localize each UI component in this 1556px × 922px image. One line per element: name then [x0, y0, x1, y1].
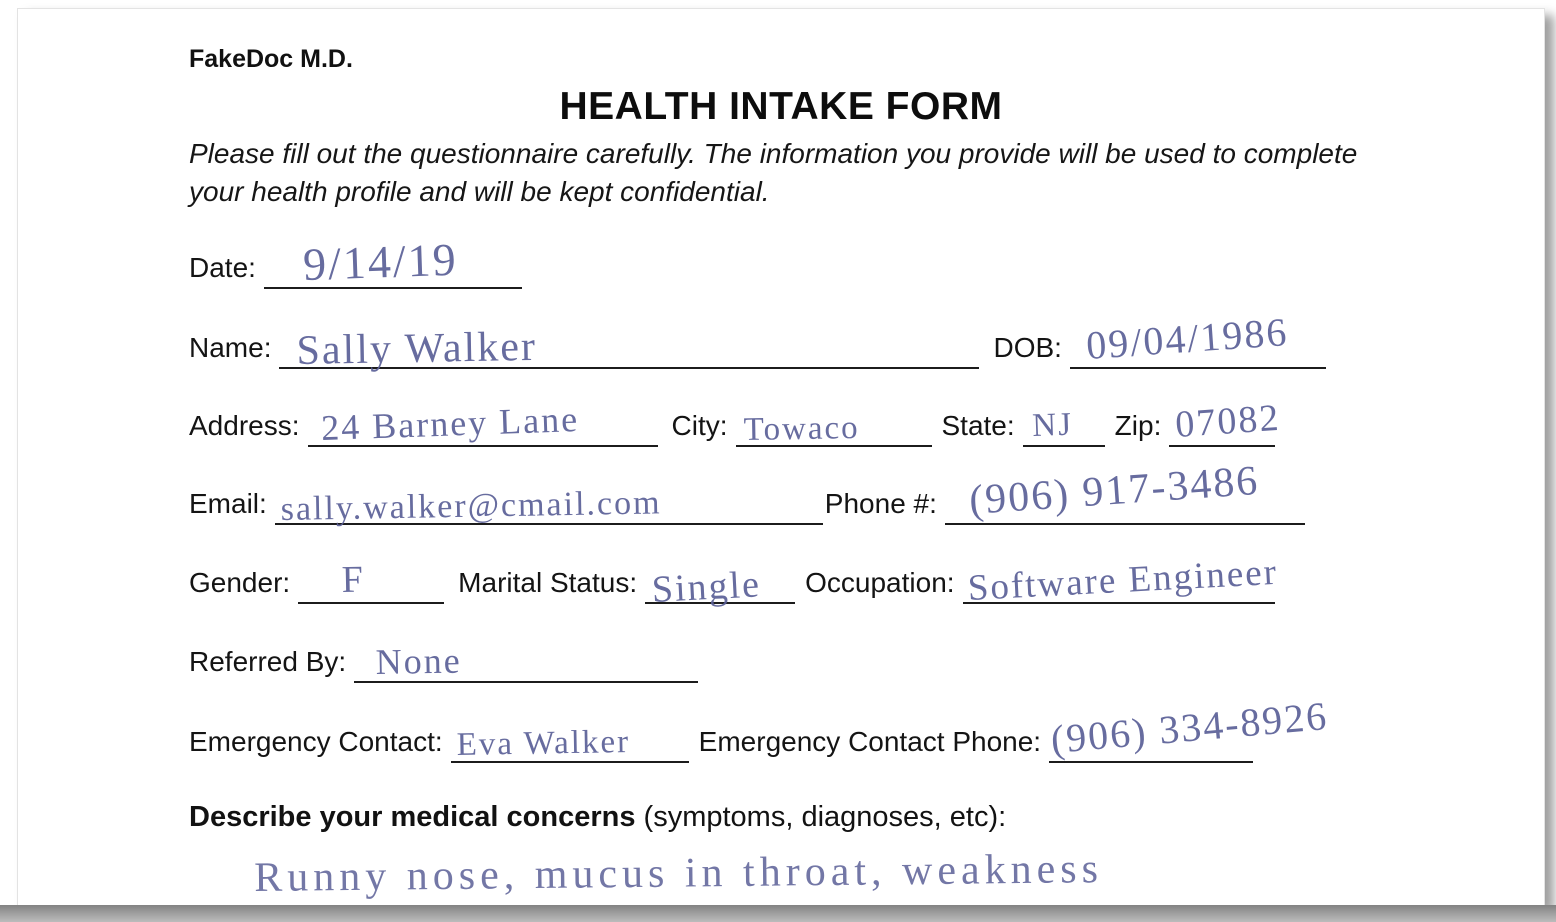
zip-label: Zip:	[1114, 410, 1162, 441]
page-bottom-shadow	[0, 905, 1556, 922]
city-handwritten-value: Towaco	[742, 409, 860, 449]
emergency-contact-handwritten-value: Eva Walker	[456, 723, 631, 764]
phone-label: Phone #:	[824, 488, 937, 519]
gender-handwritten-value: F	[341, 558, 366, 602]
date-label: Date:	[189, 252, 256, 283]
date-field	[264, 233, 522, 291]
email-label: Email:	[189, 488, 267, 519]
occupation-field	[963, 551, 1279, 610]
name-dob-row	[189, 309, 1326, 375]
date-handwritten-value: 9/14/19	[302, 233, 459, 291]
occupation-handwritten-value: Software Engineer	[966, 551, 1279, 610]
gender-field	[298, 558, 444, 604]
marital-status-handwritten-value: Single	[650, 563, 763, 612]
emergency-phone-label: Emergency Contact Phone:	[698, 726, 1042, 757]
city-field	[736, 405, 932, 447]
state-label: State:	[941, 410, 1015, 441]
emergency-contact-row	[189, 692, 1330, 764]
emergency-contact-label: Emergency Contact:	[189, 726, 443, 757]
email-handwritten-value: sally.walker@cmail.com	[280, 484, 662, 529]
occupation-label: Occupation:	[805, 567, 955, 598]
medical-concerns-heading-rest: (symptoms, diagnoses, etc):	[635, 801, 1007, 833]
date-row	[189, 233, 522, 291]
referred-by-row	[189, 641, 698, 683]
marital-status-field	[645, 562, 795, 612]
name-label: Name:	[189, 332, 272, 363]
referred-by-label: Referred By:	[189, 646, 347, 677]
city-label: City:	[671, 410, 728, 441]
referred-by-field	[354, 641, 698, 683]
dob-field	[1070, 309, 1326, 369]
phone-handwritten-value: (906) 917-3486	[967, 457, 1261, 525]
medical-concerns-heading	[189, 801, 1006, 834]
state-field	[1023, 405, 1105, 447]
emergency-phone-field	[1049, 692, 1330, 763]
address-field	[308, 399, 658, 449]
zip-field	[1169, 396, 1283, 447]
email-field	[275, 483, 823, 529]
address-row	[189, 396, 1283, 449]
form-title: HEALTH INTAKE FORM	[559, 85, 1003, 128]
gender-marital-occupation-row	[189, 551, 1279, 612]
emergency-phone-handwritten-value: (906) 334-8926	[1049, 692, 1330, 763]
form-instructions: Please fill out the questionnaire carefully. The information you provide will be used to complete your health profile and will be kept confidential.	[189, 138, 1358, 207]
address-handwritten-value: 24 Barney Lane	[320, 399, 580, 449]
dob-handwritten-value: 09/04/1986	[1084, 309, 1290, 369]
practice-name: FakeDoc M.D.	[189, 45, 353, 73]
zip-handwritten-value: 07082	[1174, 396, 1283, 447]
email-phone-row	[189, 457, 1305, 529]
dob-label: DOB:	[993, 332, 1062, 363]
state-handwritten-value: NJ	[1031, 406, 1074, 445]
name-handwritten-value: Sally Walker	[296, 323, 538, 375]
emergency-contact-field	[451, 721, 689, 763]
referred-by-handwritten-value: None	[375, 640, 463, 683]
intake-form-page	[17, 8, 1545, 906]
medical-concerns-handwritten-value: Runny nose, mucus in throat, weakness	[254, 846, 1104, 901]
name-field	[279, 323, 979, 375]
address-label: Address:	[189, 410, 300, 441]
gender-label: Gender:	[189, 567, 291, 598]
medical-concerns-heading-bold: Describe your medical concerns	[189, 801, 636, 833]
phone-field	[945, 457, 1305, 525]
marital-status-label: Marital Status:	[458, 567, 638, 598]
